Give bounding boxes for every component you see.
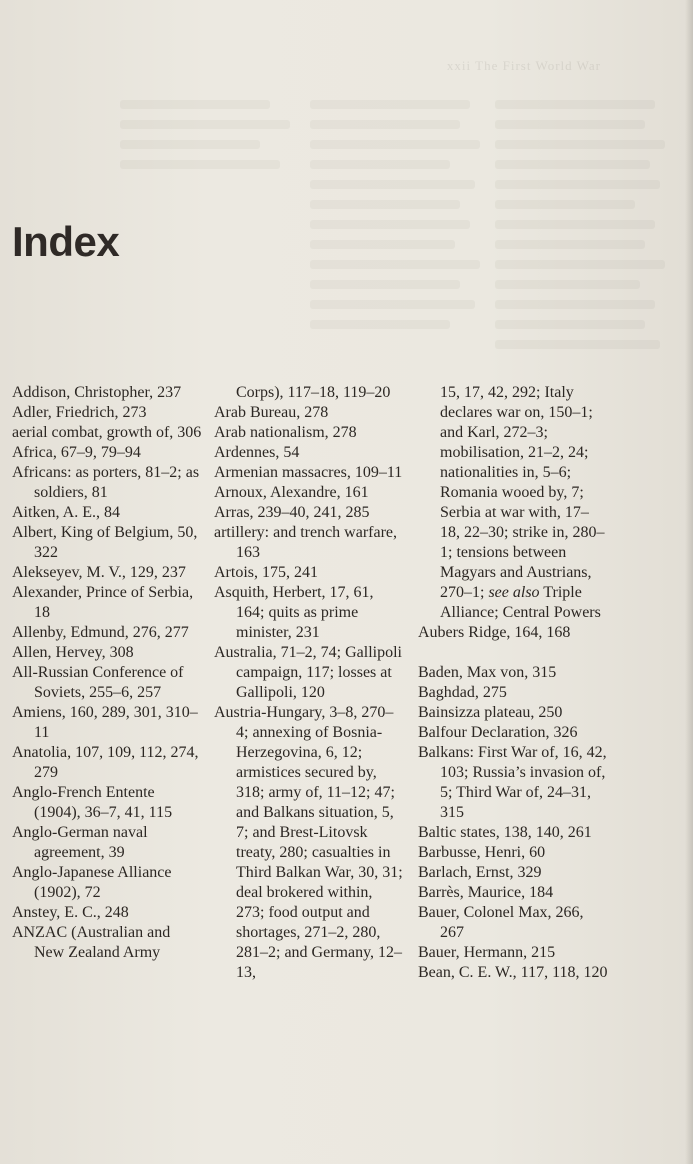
index-entry: Arab nationalism, 278 xyxy=(214,424,357,441)
index-entry: Anglo-German naval agreement, 39 xyxy=(12,824,148,861)
show-through-running-head: xxii The First World War xyxy=(446,58,601,73)
index-entry: Aubers Ridge, 164, 168 xyxy=(418,624,571,641)
index-entry: Baden, Max von, 315 xyxy=(418,664,557,681)
index-entry: Arab Bureau, 278 xyxy=(214,404,329,421)
index-entry: ANZAC (Australian and New Zealand Army xyxy=(12,924,171,961)
index-column-1 xyxy=(12,383,202,963)
letter-group-gap xyxy=(418,643,608,663)
index-entry: All-Russian Conference of Soviets, 255–6, 257 xyxy=(12,664,184,701)
index-entry: Albert, King of Belgium, 50, 322 xyxy=(12,524,198,561)
index-entry: Ardennes, 54 xyxy=(214,444,300,461)
index-entry: Bauer, Colonel Max, 266, 267 xyxy=(418,904,584,941)
index-entry: Baghdad, 275 xyxy=(418,684,507,701)
index-entry: Austria-Hungary, 3–8, 270–4; annexing of Bosnia-Herzegovina, 6, 12; armistices secured by, 318; army of, 11–12; 47; and Balkans situation, 5, 7; and Brest-Litovsk treaty, 280; casualties in Third Balkan War, 30, 31; deal brokered within, 273; food output and shortages, 271–2, 280, 281–2; and Germany, 12–13, xyxy=(214,704,403,981)
index-entry: Artois, 175, 241 xyxy=(214,564,318,581)
index-entry: Africans: as porters, 81–2; as soldiers, 81 xyxy=(12,464,200,501)
index-entry: Bean, C. E. W., 117, 118, 120 xyxy=(418,964,608,981)
index-column-3 xyxy=(418,383,608,983)
index-entry: Addison, Christopher, 237 xyxy=(12,384,182,401)
index-entry: Amiens, 160, 289, 301, 310–11 xyxy=(12,704,198,741)
index-entry: Balkans: First War of, 16, 42, 103; Russia’s invasion of, 5; Third War of, 24–31, 315 xyxy=(418,744,607,821)
index-entry: Anglo-French Entente (1904), 36–7, 41, 115 xyxy=(12,784,173,821)
index-entry-continuation xyxy=(418,383,608,623)
index-entry: Adler, Friedrich, 273 xyxy=(12,404,147,421)
show-through-text xyxy=(120,100,680,380)
index-entry: artillery: and trench warfare, 163 xyxy=(214,524,398,561)
index-entry: Australia, 71–2, 74; Gallipoli campaign, 117; losses at Gallipoli, 120 xyxy=(214,644,402,701)
index-entry-continuation: Corps), 117–18, 119–20 xyxy=(236,384,391,401)
page-edge-shadow xyxy=(685,0,693,1164)
index-entry: Bauer, Hermann, 215 xyxy=(418,944,556,961)
index-entry: Bainsizza plateau, 250 xyxy=(418,704,563,721)
index-entry: Aitken, A. E., 84 xyxy=(12,504,120,521)
continuation-text: 15, 17, 42, 292; Italy declares war on, 150–1; and Karl, 272–3; mobilisation, 21–2, 24; nationalities in, 5–6; Romania wooed by, 7; Serbia at war with, 17–18, 22–30; strike in, 280–1; tensions between Magyars and Austrians, 270–1; xyxy=(440,384,605,601)
index-entry: Arnoux, Alexandre, 161 xyxy=(214,484,369,501)
index-entry: Anatolia, 107, 109, 112, 274, 279 xyxy=(12,744,199,781)
index-entry: Alexander, Prince of Serbia, 18 xyxy=(12,584,194,621)
index-title: Index xyxy=(12,218,120,265)
index-entry: Asquith, Herbert, 17, 61, 164; quits as prime minister, 231 xyxy=(214,584,374,641)
index-entry: Barrès, Maurice, 184 xyxy=(418,884,554,901)
index-entry: Anstey, E. C., 248 xyxy=(12,904,129,921)
see-also-reference: see also xyxy=(488,584,540,601)
index-entry: Arras, 239–40, 241, 285 xyxy=(214,504,370,521)
index-entry: aerial combat, growth of, 306 xyxy=(12,424,202,441)
index-entry: Barbusse, Henri, 60 xyxy=(418,844,546,861)
index-entry: Baltic states, 138, 140, 261 xyxy=(418,824,592,841)
index-entry: Balfour Declaration, 326 xyxy=(418,724,578,741)
index-entry: Allen, Hervey, 308 xyxy=(12,644,134,661)
index-column-2 xyxy=(214,383,404,983)
index-entry: Armenian massacres, 109–11 xyxy=(214,464,403,481)
continuation-text-tail: Triple Alliance; Central Powers xyxy=(440,584,601,621)
index-entry: Alekseyev, M. V., 129, 237 xyxy=(12,564,186,581)
index-entry: Anglo-Japanese Alliance (1902), 72 xyxy=(12,864,172,901)
index-entry: Barlach, Ernst, 329 xyxy=(418,864,542,881)
index-entry: Africa, 67–9, 79–94 xyxy=(12,444,141,461)
index-entry: Allenby, Edmund, 276, 277 xyxy=(12,624,189,641)
